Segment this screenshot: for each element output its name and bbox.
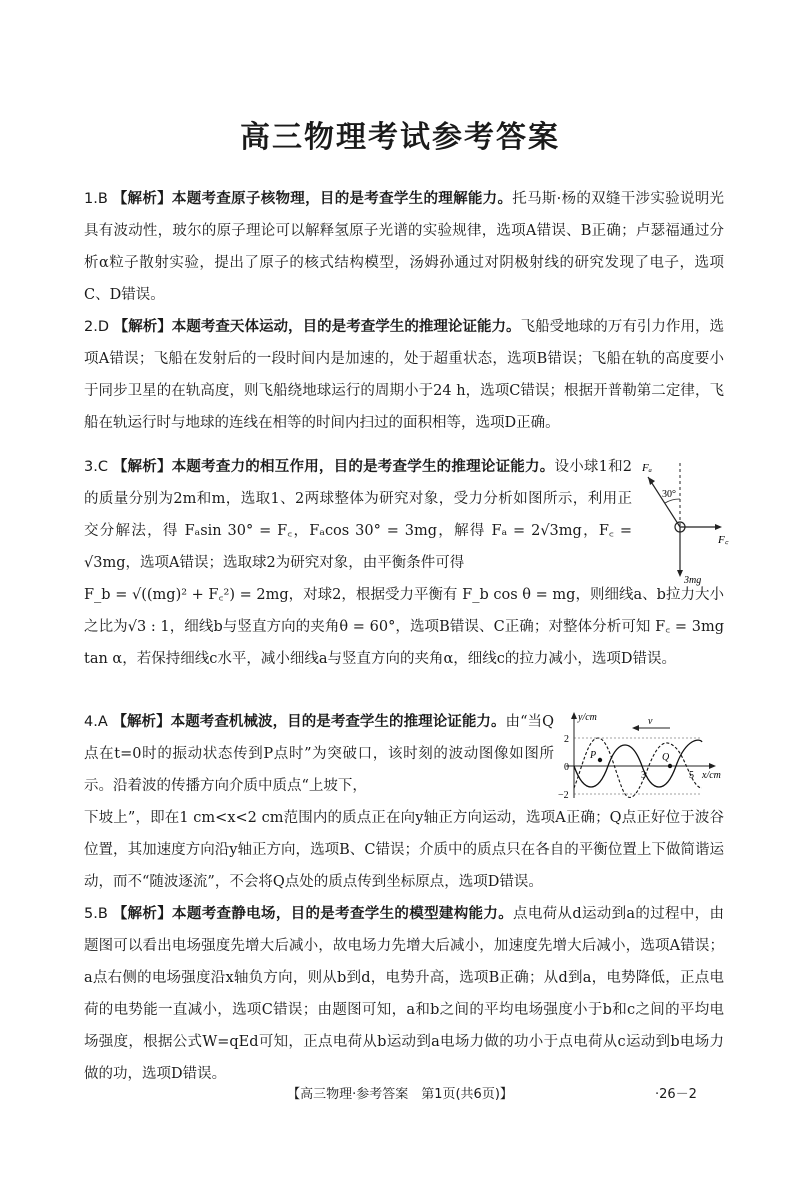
label-q: Q (662, 752, 670, 763)
tick-5: 5 (689, 770, 694, 781)
answer-1-text (84, 183, 724, 311)
answer-4-text-top (84, 706, 554, 802)
answer-1-aim: 本题考查原子核物理，目的是考查学生的理解能力。 (171, 191, 513, 207)
gravity-arrowhead (677, 570, 683, 577)
answer-2-tag: 【解析】 (113, 319, 172, 335)
answer-1 (84, 183, 724, 311)
label-fa: Fₐ (642, 462, 652, 474)
label-fc: F꜀ (718, 534, 729, 546)
wave-graph (552, 708, 730, 804)
tick-3: 3 (641, 770, 646, 781)
answer-3-tag: 【解析】 (112, 459, 172, 475)
label-y: y/cm (578, 712, 597, 723)
y-axis-arrowhead (571, 712, 577, 719)
answer-4 (84, 706, 554, 802)
answer-5 (84, 898, 724, 1090)
answer-4-continued (84, 802, 724, 898)
answer-4-body-bottom: 下坡上”，即在1 cm<x<2 cm范围内的质点正在向y轴正方向运动，选项A正确；Q点正好位于波谷位置，其加速度方向沿y轴正方向，选项B、C错误；介质中的质点只在各自的平衡位置上下做简谐运动，而不“随波逐流”，不会将Q点处的质点传到坐标原点，选项D错误。 (84, 810, 724, 890)
label-v: v (648, 716, 653, 727)
force-a-arrow (648, 477, 680, 527)
answer-4-number: 4.A (84, 714, 108, 730)
footer-code: ·26－2 (655, 1087, 697, 1102)
answer-2-number: 2.D (84, 319, 109, 335)
label-mg: 3mg (684, 575, 702, 586)
answer-3-text-top (84, 451, 632, 579)
tick-neg-2: −2 (558, 790, 569, 801)
tick-2: 2 (564, 734, 569, 745)
force-diagram (640, 455, 740, 590)
answer-4-body-top: 由“当Q点在t=0时的振动状态传到P点时”为突破口，该时刻的波动图像如图所示。沿着波的传播方向介质中质点“上坡下， (84, 714, 554, 794)
answer-3 (84, 451, 632, 579)
page-title: 高三物理考试参考答案 (240, 120, 560, 155)
wave-dashed (574, 738, 702, 797)
answer-5-tag: 【解析】 (112, 906, 173, 922)
force-a-arrowhead (648, 477, 655, 485)
answer-1-tag: 【解析】 (112, 191, 172, 207)
answer-3-body-bottom: F_b = √((mg)² + F꜀²) = 2mg，对球2，根据受力平衡有 F_b cos θ = mg，则细线a、b拉力大小之比为√3 : 1，细线b与竖直方向的夹角θ = 60°，选项B错误、C正确；对整体分析可知 F꜀ = 3mg tan α，若保持细线c水平，减小细线a与竖直方向的夹角α，细线c的拉力减小，选项D错误。 (84, 587, 724, 667)
answer-5-body: 点电荷从d运动到a的过程中，由题图可以看出电场强度先增大后减小，故电场力先增大后减小，加速度先增大后减小，选项A错误；a点右侧的电场强度沿x轴负方向，则从b到d，电势升高，选项B正确；从d到a，电势降低，正点电荷的电势能一直减小，选项C错误；由题图可知，a和b之间的平均电场强度小于b和c之间的平均电场强度，根据公式W=qEd可知，正点电荷从b运动到a电场力做的功小于点电荷从c运动到b电场力做的功，选项D错误。 (84, 906, 725, 1082)
answer-2-text (84, 311, 724, 439)
x-axis-arrowhead (709, 763, 716, 769)
wave-solid (574, 740, 702, 787)
force-c-arrowhead (715, 524, 722, 530)
answer-3-number: 3.C (84, 459, 108, 475)
answer-4-aim: 本题考查机械波，目的是考查学生的推理论证能力。 (170, 714, 506, 730)
answer-3-body-top: 设小球1和2的质量分别为2m和m，选取1、2两球整体为研究对象，受力分析如图所示，利用正交分解法，得 Fₐsin 30° = F꜀，Fₐcos 30° = 3mg，解得 Fₐ = 2√3mg，F꜀ = √3mg，选项A错误；选取球2为研究对象，由平衡条件可得 (84, 459, 633, 571)
answer-3-aim: 本题考查力的相互作用，目的是考查学生的推理论证能力。 (171, 459, 555, 475)
label-p: P (590, 750, 597, 761)
answer-4-tag: 【解析】 (112, 714, 171, 730)
answer-2-body: 飞船受地球的万有引力作用，选项A错误；飞船在发射后的一段时间内是加速的，处于超重状态，选项B错误；飞船在轨的高度要小于同步卫星的在轨高度，则飞船绕地球运行的周期小于24 h，选项C错误；根据开普勒第二定律，飞船在轨运行时与地球的连线在相等的时间内扫过的面积相等，选项D正确。 (84, 319, 725, 431)
label-x: x/cm (702, 770, 721, 781)
label-angle: 30° (662, 489, 676, 500)
answer-3-continued (84, 579, 724, 675)
answer-5-number: 5.B (84, 906, 108, 922)
tick-0: 0 (564, 762, 569, 773)
answer-2 (84, 311, 724, 439)
answer-2-aim: 本题考查天体运动，目的是考查学生的推理论证能力。 (171, 319, 521, 335)
point-p (598, 758, 602, 762)
footer-page-info: 【高三物理·参考答案 第1页(共6页)】 (287, 1087, 513, 1102)
answer-1-number: 1.B (84, 191, 108, 207)
velocity-arrowhead (632, 725, 639, 731)
answer-5-text (84, 898, 724, 1090)
answer-1-body: 托马斯·杨的双缝干涉实验说明光具有波动性，玻尔的原子理论可以解释氢原子光谱的实验规律，选项A错误、B正确；卢瑟福通过分析α粒子散射实验，提出了原子的核式结构模型，汤姆孙通过对阴极射线的研究发现了电子，选项C、D错误。 (84, 191, 725, 303)
answer-5-aim: 本题考查静电场，目的是考查学生的模型建构能力。 (172, 906, 514, 922)
point-q (668, 764, 672, 768)
